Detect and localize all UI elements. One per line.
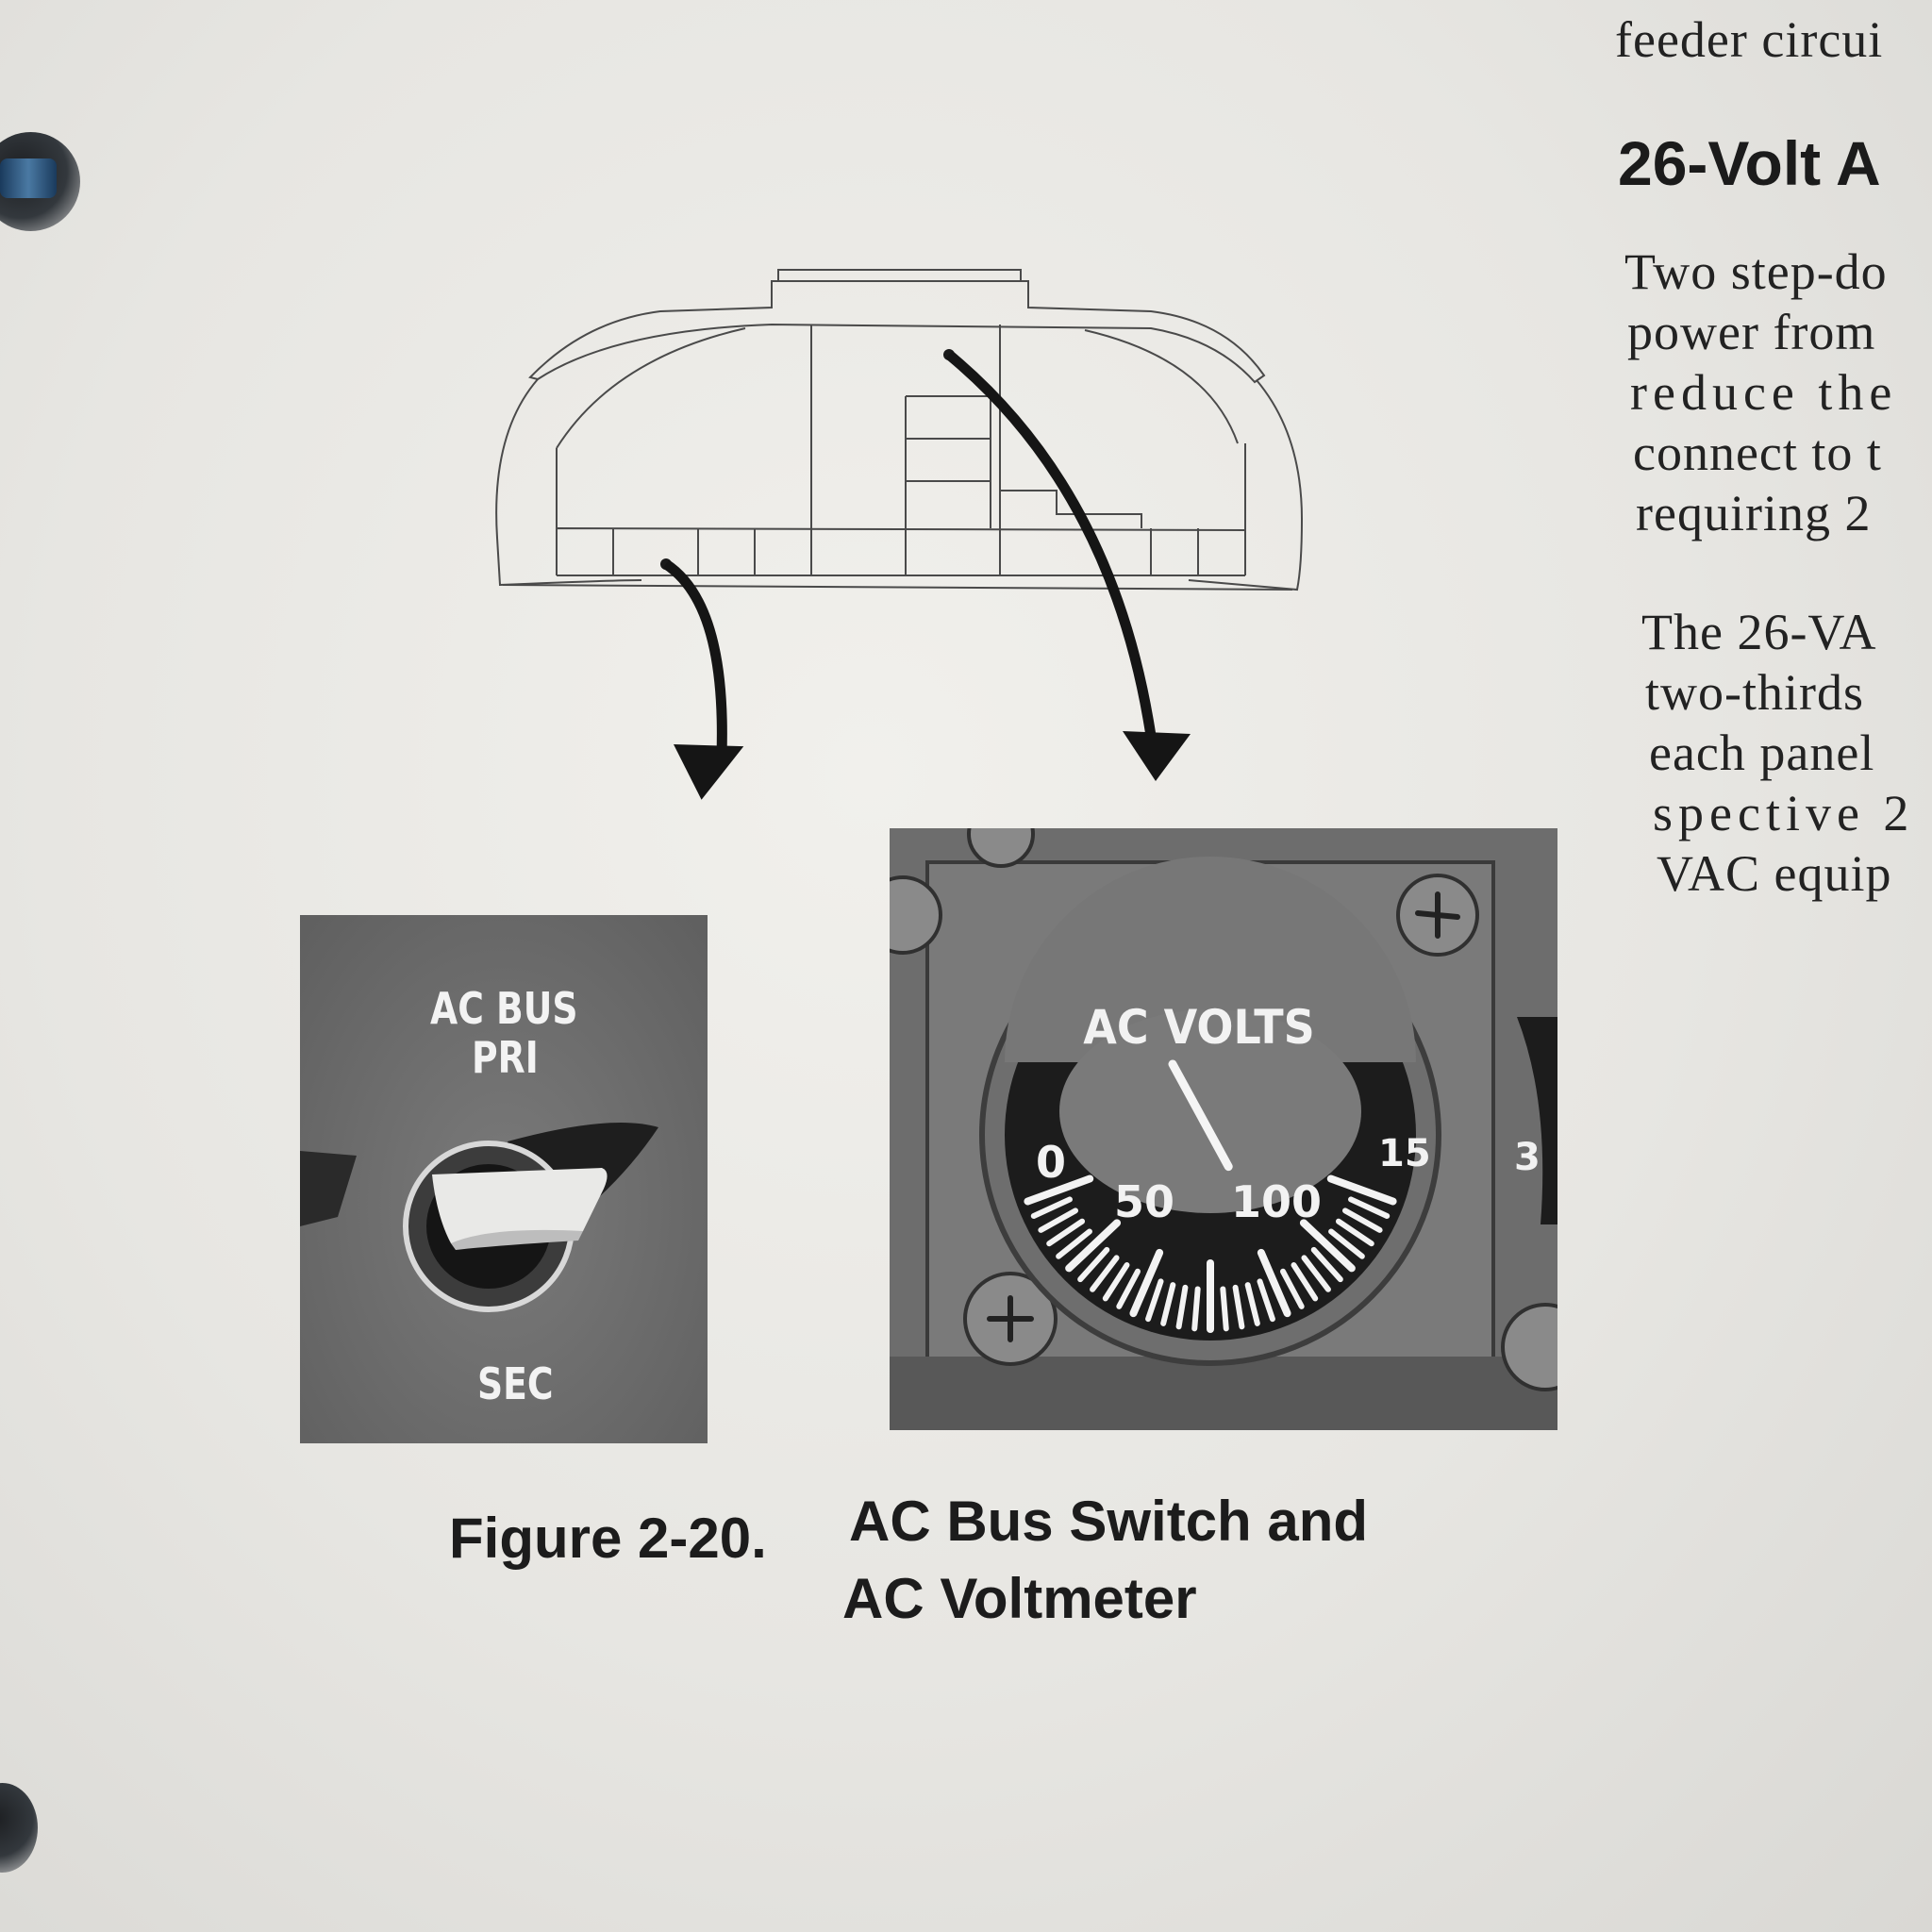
ac-bus-switch-photo (300, 915, 708, 1443)
binder-ring-top (0, 158, 57, 198)
switch-label-line1: AC BUS (430, 983, 578, 1034)
paragraph-line: two-thirds (1645, 664, 1864, 721)
ac-voltmeter-photo (890, 828, 1557, 1430)
arrow-head-voltmeter (1123, 731, 1191, 781)
figure-title-line2: AC Voltmeter (842, 1567, 1197, 1630)
paragraph-line: requiring 2 (1636, 485, 1872, 541)
gauge-label: AC VOLTS (1083, 1000, 1315, 1056)
figure-number: Figure 2-20. (449, 1507, 767, 1570)
panel-left-outline (496, 379, 641, 585)
paragraph-line: power from (1627, 304, 1876, 360)
gauge-tick (1194, 1289, 1197, 1328)
figure-title-line1: AC Bus Switch and (849, 1490, 1369, 1553)
switch-label-line2: PRI (472, 1032, 539, 1083)
paragraph-line: The 26-VA (1641, 604, 1877, 660)
binder-hole-bottom (0, 1783, 38, 1873)
arrow-to-switch (666, 564, 722, 755)
switch-label-bottom: SEC (477, 1358, 554, 1409)
scale-label-50: 50 (1114, 1176, 1175, 1227)
paragraph-line: connect to t (1633, 425, 1882, 481)
paragraph-line: reduce the (1630, 364, 1898, 421)
cockpit-panel-diagram (472, 264, 1321, 802)
scale-label-150: 15 (1378, 1132, 1431, 1175)
scale-label-100: 100 (1231, 1176, 1323, 1227)
scale-label-adjacent: 3 (1514, 1136, 1541, 1179)
scale-label-0: 0 (1036, 1137, 1067, 1188)
paragraph-line: each panel (1649, 724, 1875, 781)
arrow-to-voltmeter (949, 355, 1151, 736)
section-heading: 26-Volt A (1618, 128, 1881, 198)
paragraph-line: VAC equip (1657, 845, 1892, 902)
paragraph-line: spective 2 (1653, 785, 1915, 841)
side-top-line: feeder circui (1615, 11, 1884, 68)
gauge-tick (1223, 1289, 1225, 1328)
paragraph-line: Two step-do (1624, 243, 1888, 300)
voltmeter-graphic (890, 828, 1557, 1430)
glareshield-outline (530, 281, 1264, 382)
arrow-head-switch (674, 724, 756, 802)
